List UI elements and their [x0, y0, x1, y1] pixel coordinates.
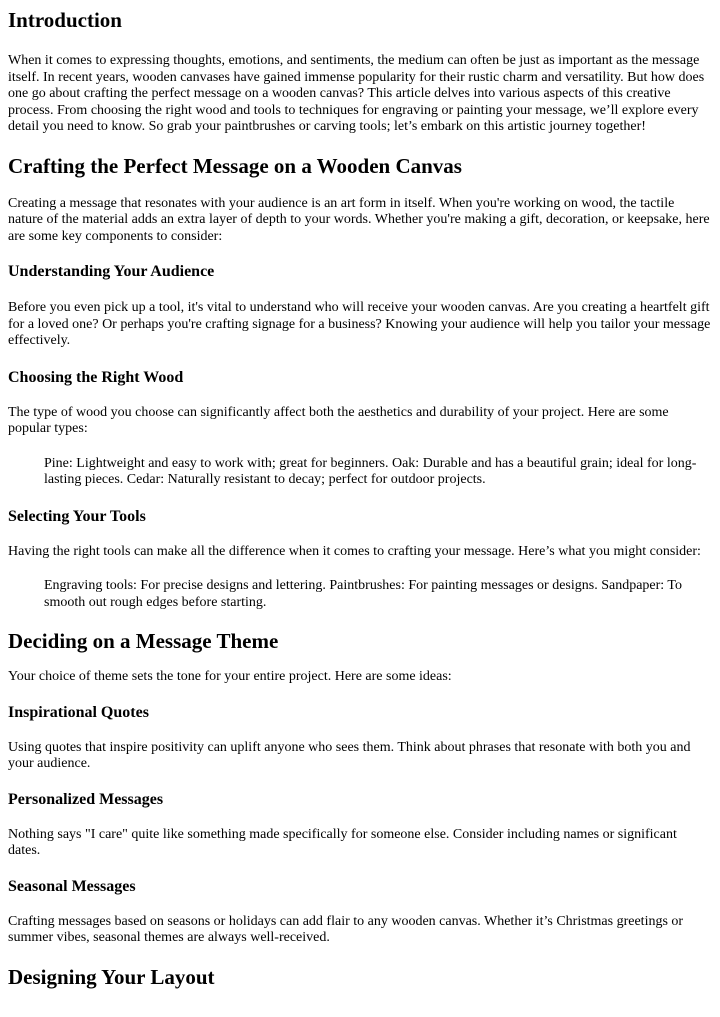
paragraph-crafting: Creating a message that resonates with your audience is an art form in itself. When you're working on wood, the tactile nature of the material adds an extra layer of depth to your words. Whether you're making a gift, decoration, or keepsake, here are some key components to consider: — [8, 195, 710, 244]
subheading-seasonal-messages: Seasonal Messages — [8, 877, 136, 895]
wood-types-list: Pine: Lightweight and easy to work with; great for beginners. Oak: Durable and has a beautiful grain; ideal for long-lasting pieces. Cedar: Naturally resistant to decay; perfect for outdoor projects. — [44, 455, 697, 487]
paragraph-introduction: When it comes to expressing thoughts, emotions, and sentiments, the medium can often be just as important as the message itself. In recent years, wooden canvases have gained immense popularity for their rustic charm and versatility. But how does one go about crafting the perfect message on a wooden canvas? This article delves into various aspects of this creative process. From choosing the right wood and tools to techniques for engraving or painting your message, we’ll explore every detail you need to know. So grab your paintbrushes or carving tools; let’s embark on this artistic journey together! — [8, 53, 705, 134]
paragraph-seasonal: Crafting messages based on seasons or holidays can add flair to any wooden canvas. Whether it’s Christmas greetings or summer vibes, seasonal themes are always well-received. — [8, 913, 684, 945]
subheading-inspirational-quotes: Inspirational Quotes — [8, 703, 149, 721]
heading-crafting-perfect-message: Crafting the Perfect Message on a Wooden Canvas — [8, 153, 462, 178]
paragraph-wood: The type of wood you choose can significantly affect both the aesthetics and durability of your project. Here are some popular types: — [8, 404, 669, 436]
tools-list: Engraving tools: For precise designs and lettering. Paintbrushes: For painting messages or designs. Sandpaper: To smooth out rough edges before starting. — [44, 578, 682, 610]
paragraph-theme: Your choice of theme sets the tone for your entire project. Here are some ideas: — [8, 669, 452, 684]
paragraph-tools: Having the right tools can make all the difference when it comes to crafting your message. Here’s what you might consider: — [8, 543, 701, 559]
paragraph-quotes: Using quotes that inspire positivity can uplift anyone who sees them. Think about phrases that resonate with both you and your audience. — [8, 739, 691, 771]
heading-message-theme: Deciding on a Message Theme — [8, 629, 279, 653]
subheading-personalized-messages: Personalized Messages — [8, 790, 164, 808]
subheading-choosing-wood: Choosing the Right Wood — [8, 368, 184, 386]
paragraph-audience: Before you even pick up a tool, it's vital to understand who will receive your wooden canvas. Are you creating a heartfelt gift for a loved one? Or perhaps you're crafting signage for a business? Knowing your audience will help you tailor your message effectively. — [8, 300, 711, 348]
subheading-understanding-audience: Understanding Your Audience — [8, 263, 215, 280]
subheading-selecting-tools: Selecting Your Tools — [8, 507, 146, 525]
paragraph-personalized: Nothing says "I care" quite like something made specifically for someone else. Consider including names or significant dates. — [8, 826, 677, 858]
heading-introduction: Introduction — [8, 8, 122, 32]
heading-designing-layout: Designing Your Layout — [8, 964, 215, 989]
